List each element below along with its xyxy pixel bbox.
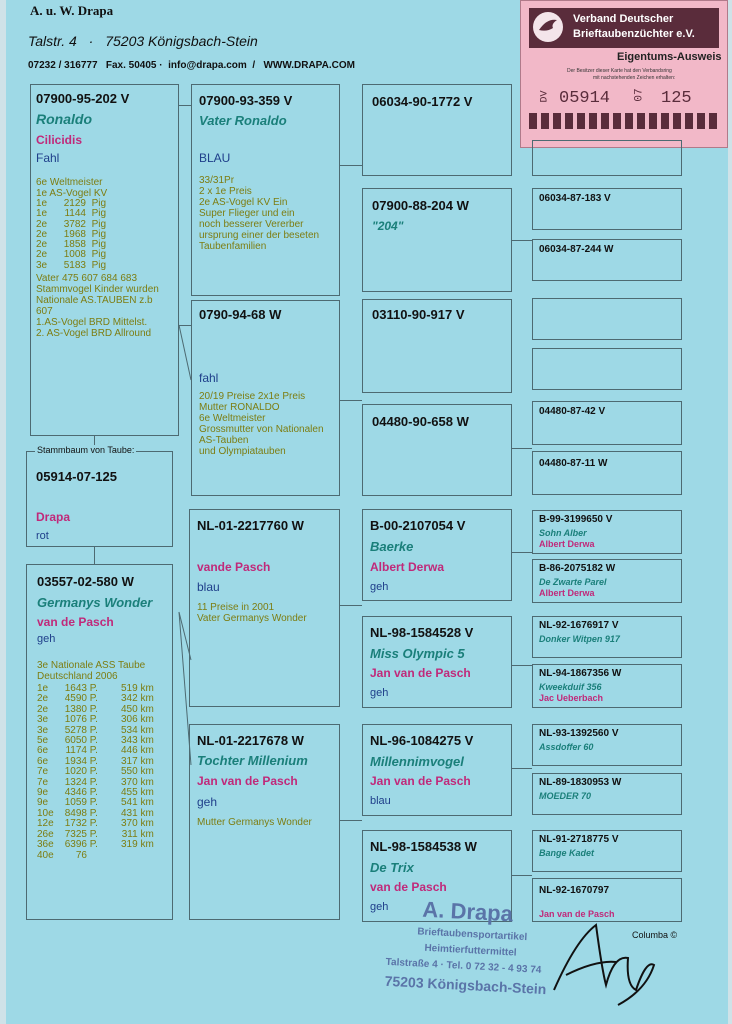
subject-caption: Stammbaum von Taube:: [37, 445, 135, 455]
ancestor-ring: 04480-87-11 W: [539, 458, 608, 469]
result-row: 6e 1934 P. 317 km: [37, 755, 154, 767]
note-line: Vater Germanys Wonder: [197, 613, 307, 624]
result-row: 10e 8498 P. 431 km: [37, 807, 154, 819]
ancestor-name: Donker Witpen 917: [539, 634, 620, 644]
ancestor-ring: NL-92-1676917 V: [539, 620, 619, 631]
gen4-card: [532, 724, 682, 766]
card-header: [529, 8, 719, 48]
note-line: 2. AS-Vogel BRD Allround: [36, 328, 152, 339]
note-line: Taubenfamilien: [199, 241, 267, 252]
note-line: 33/31Pr: [199, 175, 235, 186]
sire-dam-card: [191, 300, 340, 496]
gen4-card: [532, 140, 682, 176]
ancestor-color: BLAU: [199, 151, 231, 165]
ancestor-name: De Trix: [370, 860, 414, 875]
note-line: 6e Weltmeister: [199, 413, 266, 424]
result-row: 2e 1858 Pig: [36, 239, 107, 251]
ancestor-breeder: van de Pasch: [370, 880, 447, 894]
ancestor-breeder: Jan van de Pasch: [197, 774, 298, 788]
gen4-card: [532, 451, 682, 495]
ancestor-ring: NL-93-1392560 V: [539, 728, 619, 739]
connector: [94, 546, 95, 564]
card-note2: mit nachstehenden Zeichen erhalten:: [593, 75, 676, 81]
result-row: 1e 1144 Pig: [36, 208, 107, 220]
ancestor-ring: 07900-93-359 V: [199, 93, 293, 108]
dam-dam-card: [189, 724, 340, 920]
connector: [512, 552, 532, 553]
result-row: 7e 1020 P. 550 km: [37, 766, 154, 778]
ancestor-color: fahl: [199, 371, 219, 385]
note-line: Deutschland 2006: [37, 671, 118, 682]
result-row: 2e 1968 Pig: [36, 228, 107, 240]
card-ring-year: 07: [633, 88, 646, 102]
ancestor-color: geh: [370, 901, 389, 913]
note-line: Super Flieger und ein: [199, 208, 295, 219]
gen4-card: [532, 298, 682, 340]
result-row: 2e 4590 P. 342 km: [37, 693, 154, 705]
pedigree-sheet: [6, 0, 728, 1024]
gen3-card: [362, 616, 512, 708]
columba-credit: Columba ©: [632, 930, 678, 940]
connector: [512, 240, 532, 241]
ancestor-breeder: Jac Ueberbach: [539, 693, 604, 703]
dam-ring: 03557-02-580 W: [37, 574, 134, 589]
sire-sire-card: [191, 84, 340, 296]
stamp-name: A. Drapa: [421, 896, 514, 927]
note-line: Grossmutter von Nationalen: [199, 424, 324, 435]
gen4-card: [532, 510, 682, 554]
sire-results: [36, 199, 106, 271]
ancestor-ring: 06034-87-244 W: [539, 244, 614, 255]
ancestor-color: blau: [370, 795, 391, 807]
ancestor-name: "204": [372, 219, 404, 233]
result-row: 9e 4346 P. 455 km: [37, 787, 154, 799]
gen4-card: [532, 559, 682, 603]
card-org-line2: Brieftaubenzüchter e.V.: [573, 28, 695, 40]
note-line: 2 x 1e Preis: [199, 186, 252, 197]
note-line: 607: [36, 306, 53, 317]
note-line: noch besserer Vererber: [199, 219, 304, 230]
gen3-card: [362, 84, 512, 176]
connector: [340, 605, 362, 606]
ancestor-breeder: Albert Derwa: [539, 539, 595, 549]
card-title: Eigentums-Ausweis: [617, 51, 722, 63]
result-row: 2e 3782 Pig: [36, 218, 107, 230]
result-row: 40e 76: [37, 849, 87, 861]
note-line: Nationale AS.TAUBEN z.b: [36, 295, 153, 306]
result-row: 36e 6396 P. 319 km: [37, 839, 154, 851]
ancestor-color: blau: [197, 580, 220, 594]
dam-name: Germanys Wonder: [37, 595, 153, 610]
note-line: Stammvogel Kinder wurden: [36, 284, 159, 295]
sire-card: [30, 84, 179, 436]
result-row: 12e 1732 P. 370 km: [37, 818, 154, 830]
ancestor-color: geh: [370, 581, 389, 593]
stamp-line: Heimtierfuttermittel: [424, 942, 517, 959]
dam-breeder: van de Pasch: [37, 615, 114, 629]
dam-card: [26, 564, 173, 920]
ancestor-ring: NL-91-2718775 V: [539, 834, 619, 845]
ancestor-breeder: Jan van de Pasch: [539, 909, 615, 919]
ancestor-breeder: Jan van de Pasch: [370, 666, 471, 680]
sire-ring: 07900-95-202 V: [36, 91, 130, 106]
card-dv: DV: [539, 90, 551, 103]
result-row: 7e 1324 P. 370 km: [37, 776, 154, 788]
gen4-card: [532, 616, 682, 658]
note-line: 1.AS-Vogel BRD Mittelst.: [36, 317, 148, 328]
ancestor-ring: 06034-90-1772 V: [372, 94, 473, 109]
sire-name: Ronaldo: [36, 111, 92, 127]
note-line: und Olympiatauben: [199, 446, 286, 457]
ownership-card: [520, 0, 728, 148]
ancestor-name: Assdoffer 60: [539, 742, 594, 752]
ancestor-ring: NL-89-1830953 W: [539, 777, 622, 788]
ancestor-name: Miss Olympic 5: [370, 646, 465, 661]
email[interactable]: info@drapa.com: [168, 60, 247, 71]
sire-notes-2: [36, 273, 159, 339]
ancestor-name: Baerke: [370, 539, 414, 554]
connector: [340, 400, 362, 401]
note-line: 2e AS-Vogel KV Ein: [199, 197, 288, 208]
city: 75203 Königsbach-Stein: [105, 33, 258, 49]
gen4-card: [532, 239, 682, 281]
gen3-card: [362, 299, 512, 393]
ancestor-notes: [199, 175, 319, 252]
ancestor-ring: NL-01-2217678 W: [197, 733, 304, 748]
subject-color: rot: [36, 530, 49, 542]
gen3-card: [362, 404, 512, 496]
dove-logo-icon: [533, 12, 563, 42]
card-ring-number: 05914: [559, 89, 611, 108]
ancestor-notes: Mutter Germanys Wonder: [197, 817, 312, 828]
note-line: Vater 475 607 684 683: [36, 273, 138, 284]
ancestor-ring: B-99-3199650 V: [539, 514, 613, 525]
ancestor-breeder: Albert Derwa: [539, 588, 595, 598]
sire-breeder: Cilicidis: [36, 133, 83, 147]
ancestor-ring: NL-92-1670797: [539, 885, 610, 896]
gen4-card: [532, 401, 682, 445]
company-address: Talstr. 4 · 75203 Königsbach-Stein: [28, 33, 258, 49]
ancestor-ring: B-86-2075182 W: [539, 563, 616, 574]
gen3-card: [362, 509, 512, 601]
card-note1: Der Besitzer dieser Karte hat den Verbandsring: [567, 68, 672, 74]
dam-sire-card: [189, 509, 340, 707]
result-row: 1e 2129 Pig: [36, 198, 107, 209]
ancestor-ring: NL-94-1867356 W: [539, 668, 622, 679]
gen4-card: [532, 664, 682, 708]
dam-color: geh: [37, 633, 56, 645]
stamp-line: Talstraße 4 · Tel. 0 72 32 - 4 93 74: [385, 956, 542, 976]
ancestor-name: Vater Ronaldo: [199, 113, 287, 128]
company-stamp: [383, 895, 589, 1023]
ancestor-ring: NL-98-1584538 W: [370, 839, 477, 854]
company-name: A. u. W. Drapa: [30, 3, 114, 18]
website[interactable]: WWW.DRAPA.COM: [263, 60, 355, 71]
ancestor-ring: 04480-90-658 W: [372, 414, 469, 429]
connector: [512, 448, 532, 449]
result-row: 5e 6050 P. 343 km: [37, 735, 154, 747]
result-row: 1e 1643 P. 519 km: [37, 683, 154, 694]
gen4-card: [532, 188, 682, 230]
ancestor-color: geh: [370, 687, 389, 699]
connector: [512, 875, 532, 876]
ancestor-name: Bange Kadet: [539, 848, 595, 858]
note-line: AS-Tauben: [199, 435, 249, 446]
connector: [179, 325, 191, 326]
ancestor-ring: 07900-88-204 W: [372, 198, 469, 213]
connector: [512, 665, 532, 666]
ancestor-color: geh: [197, 795, 218, 809]
stamp-line: Brieftaubensportartikel: [417, 926, 528, 944]
dam-results: [37, 684, 154, 861]
ancestor-ring: NL-01-2217760 W: [197, 518, 304, 533]
note-line: 11 Preise in 2001: [197, 602, 275, 613]
ancestor-ring: NL-96-1084275 V: [370, 733, 474, 748]
note-line: 1e AS-Vogel KV: [36, 188, 108, 199]
result-row: 3e 5183 Pig: [36, 259, 107, 271]
ancestor-name: MOEDER 70: [539, 791, 592, 801]
result-row: 2e 1380 P. 450 km: [37, 703, 154, 715]
gen4-card: [532, 773, 682, 815]
result-row: 6e 1174 P. 446 km: [37, 745, 154, 757]
ancestor-ring: 06034-87-183 V: [539, 193, 611, 204]
card-pattern-strip: [529, 113, 719, 129]
ancestor-name: Millennimvogel: [370, 754, 464, 769]
fax: Fax. 50405: [105, 60, 157, 71]
ancestor-breeder: Albert Derwa: [370, 560, 445, 574]
ancestor-breeder: Jan van de Pasch: [370, 774, 471, 788]
gen4-card: [532, 830, 682, 872]
result-row: 2e 1008 Pig: [36, 249, 107, 261]
connector: [340, 165, 362, 166]
dam-notes: [37, 660, 145, 682]
ancestor-ring: B-00-2107054 V: [370, 518, 466, 533]
sire-color: Fahl: [36, 151, 60, 165]
ancestor-breeder: vande Pasch: [197, 560, 271, 574]
ancestor-name: Tochter Millenium: [197, 753, 308, 768]
street: Talstr. 4: [28, 33, 77, 49]
ancestor-ring: 04480-87-42 V: [539, 406, 606, 417]
connector: [512, 768, 532, 769]
ancestor-notes: [199, 391, 324, 457]
subject-card: [26, 445, 173, 547]
ancestor-ring: NL-98-1584528 V: [370, 625, 474, 640]
note-line: Mutter RONALDO: [199, 402, 280, 413]
subject-breeder: Drapa: [36, 510, 71, 524]
connector: [179, 105, 191, 106]
subject-ring: 05914-07-125: [36, 469, 117, 484]
card-org-line1: Verband Deutscher: [573, 13, 674, 25]
gen3-card: [362, 724, 512, 816]
ancestor-ring: 03110-90-917 V: [372, 307, 465, 322]
result-row: 3e 5278 P. 534 km: [37, 724, 154, 736]
card-ring-serial: 125: [661, 89, 692, 108]
gen3-card: [362, 188, 512, 292]
phone: 07232 / 316777: [28, 60, 98, 71]
result-row: 3e 1076 P. 306 km: [37, 714, 154, 726]
connector: [340, 820, 362, 821]
sire-notes: [36, 177, 107, 199]
ancestor-name: Sohn Alber: [539, 528, 587, 538]
ancestor-name: De Zwarte Parel: [539, 577, 607, 587]
result-row: 9e 1059 P. 541 km: [37, 797, 154, 809]
ancestor-ring: 0790-94-68 W: [199, 307, 282, 322]
note-line: 6e Weltmeister: [36, 177, 103, 188]
note-line: 3e Nationale ASS Taube: [37, 660, 146, 671]
gen4-card: [532, 348, 682, 390]
ancestor-name: Kweekduif 356: [539, 682, 602, 692]
ancestor-notes: [197, 602, 307, 624]
note-line: ursprung einer der beseten: [199, 230, 320, 241]
stamp-line: 75203 Königsbach-Stein: [384, 972, 547, 998]
contact-line: 07232 / 316777 Fax. 50405 · info@drapa.com / WWW.DRAPA.COM: [28, 60, 355, 71]
note-line: 20/19 Preise 2x1e Preis: [199, 391, 306, 402]
result-row: 26e 7325 P. 311 km: [37, 828, 154, 840]
